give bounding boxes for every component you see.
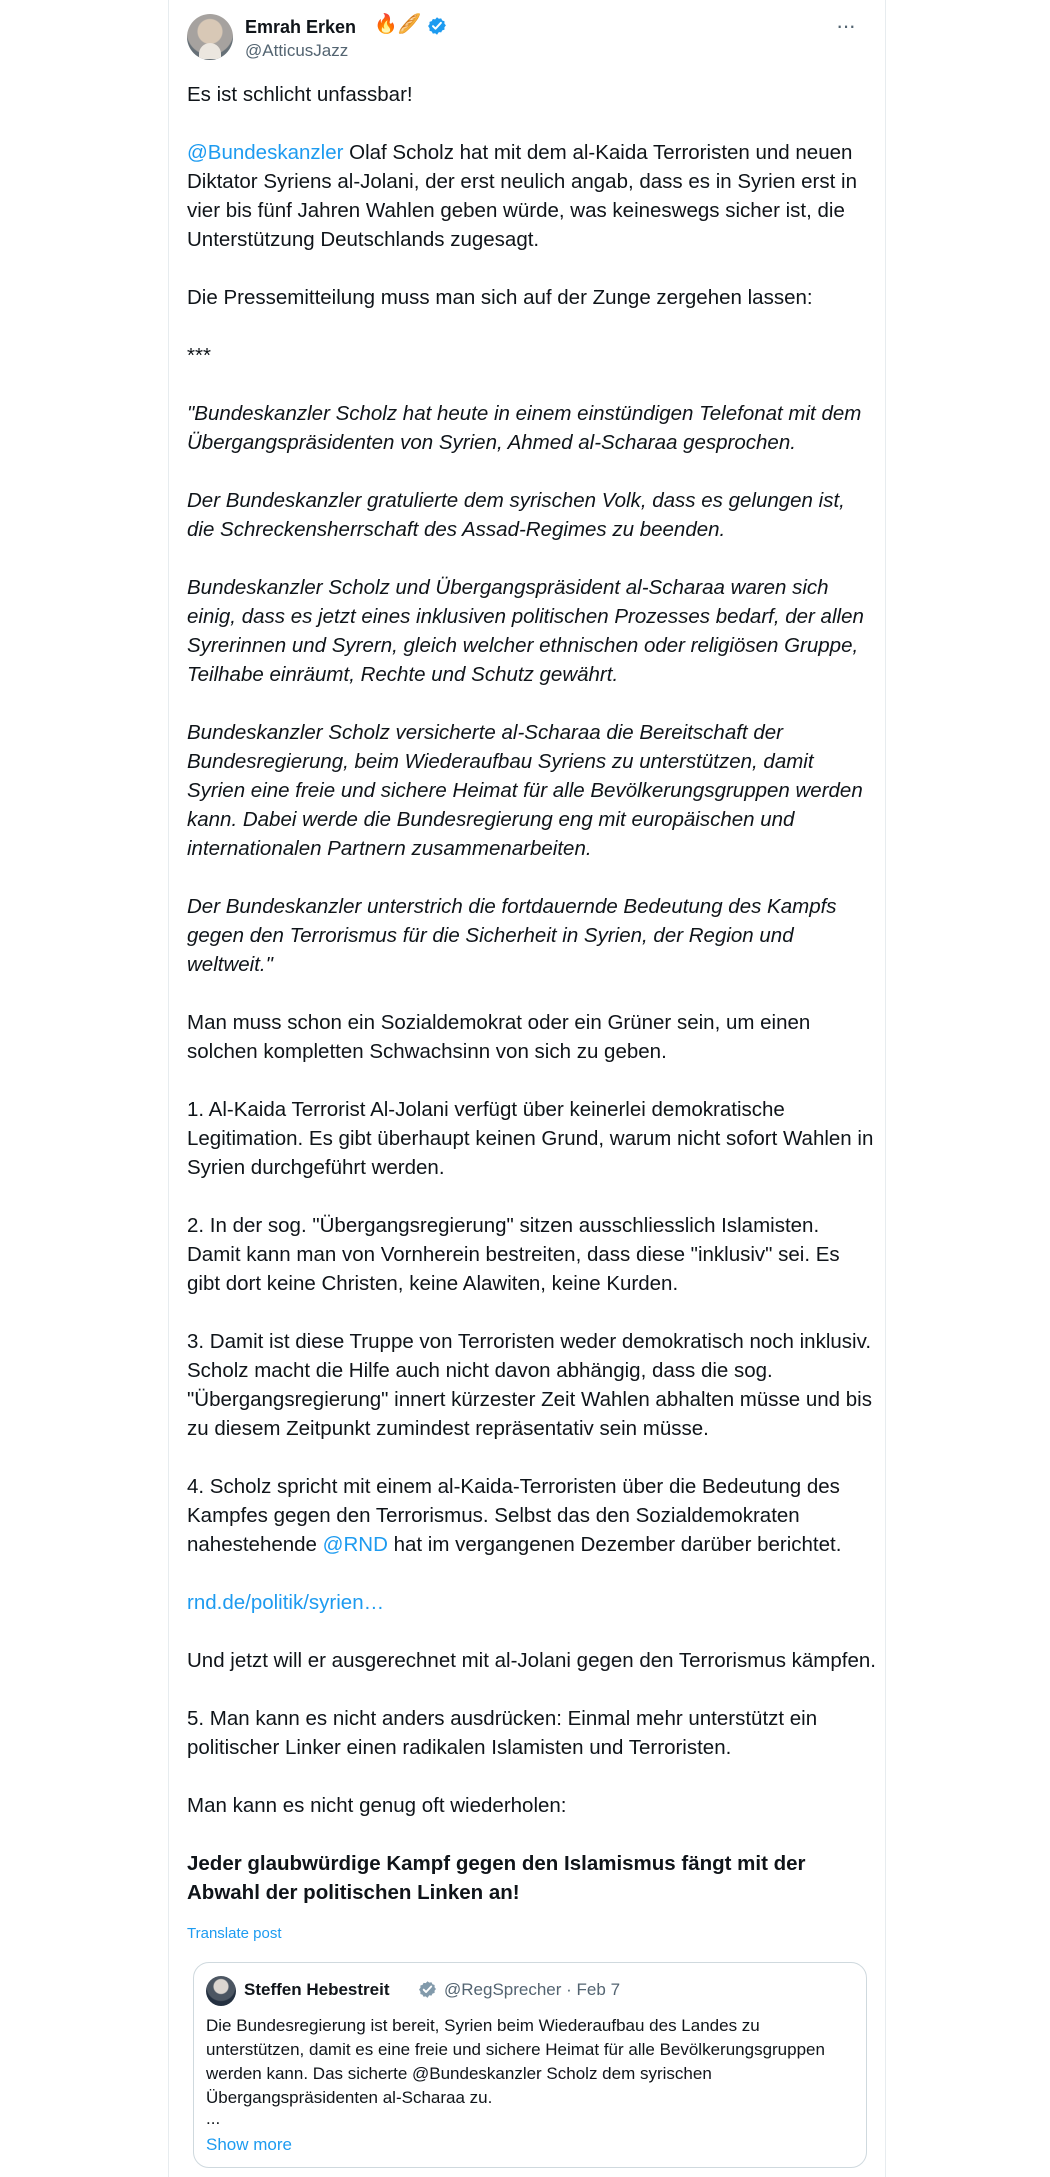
post-paragraph-stars: *** [187,344,211,367]
mention-rnd[interactable]: @RND [322,1533,388,1556]
post-paragraph-jolani: Und jetzt will er ausgerechnet mit al-Jolani gegen den Terrorismus kämpfen. [187,1649,876,1672]
x-post [168,0,886,2177]
translate-post-link[interactable]: Translate post [187,1925,282,1942]
quote-paragraph-3: Bundeskanzler Scholz und Übergangspräsident al-Scharaa waren sich einig, dass es jetzt eines inklusiven politischen Prozesses bedarf, der allen Syrerinnen und Syrern, gleich welcher ethnischen oder religiösen Gruppe, Teilhabe einräumt, Rechte und Schutz gewährt. [187,576,864,686]
quoted-meta [444,1980,620,2000]
author-avatar[interactable] [187,14,233,60]
quoted-verified-badge-icon [418,1980,437,1999]
post-paragraph-social-democrat: Man muss schon ein Sozialdemokrat oder ein Grüner sein, um einen solchen kompletten Schwachsinn von sich zu geben. [187,1011,811,1063]
more-options-icon[interactable]: ··· [836,13,855,38]
post-bold-conclusion: Jeder glaubwürdige Kampf gegen den Islamismus fängt mit der Abwahl der politischen Linken an! [187,1852,806,1904]
point-4-before-mention: 4. Scholz spricht mit einem al-Kaida-Terroristen über die Bedeutung des Kampfes gegen den Terrorismus. Selbst das den Sozialdemokraten nahestehende [187,1475,840,1556]
quoted-post-text: Die Bundesregierung ist bereit, Syrien beim Wiederaufbau des Landes zu unterstützen, damit es eine freie und sichere Heimat für alle Bevölkerungsgruppen werden kann. Das sicherte @Bundeskanzler Scholz dem syrischen Übergangspräsidenten al-Scharaa zu. [206,2016,825,2107]
post-header [187,12,867,62]
quoted-date[interactable]: Feb 7 [576,1980,621,1999]
quoted-author-handle[interactable]: @RegSprecher [444,1980,562,1999]
quote-paragraph-4: Bundeskanzler Scholz versicherte al-Scharaa die Bereitschaft der Bundesregierung, beim Wiederaufbau Syriens zu unterstützen, damit Syrien eine freie und sichere Heimat für alle Bevölkerungsgruppen werden kann. Dabei werde die Bundesregierung eng mit europäischen und internationalen Partnern zusammenarbeiten. [187,721,863,860]
post-paragraph-repeat: Man kann es nicht genug oft wiederholen: [187,1794,567,1817]
quoted-author-avatar[interactable] [206,1976,236,2006]
quoted-ellipsis: ... [206,2109,221,2128]
scholz-text: Olaf Scholz hat mit dem al-Kaida Terroristen und neuen Diktator Syriens al-Jolani, der erst neulich angab, dass es in Syrien erst in vier bis fünf Jahren Wahlen geben würde, was keineswegs sicher ist, die Unterstützung Deutschlands zugesagt. [187,141,857,251]
show-more-link[interactable]: Show more [206,2135,292,2154]
verified-badge-icon[interactable] [427,16,447,36]
author-handle[interactable]: @AtticusJazz [245,41,349,60]
post-point-1: 1. Al-Kaida Terrorist Al-Jolani verfügt über keinerlei demokratische Legitimation. Es gibt überhaupt keinen Grund, warum nicht sofort Wahlen in Syrien durchgeführt werden. [187,1098,874,1179]
post-point-4 [187,1472,877,1559]
rnd-article-link[interactable]: rnd.de/politik/syrien… [187,1591,385,1614]
quote-paragraph-2: Der Bundeskanzler gratulierte dem syrischen Volk, dass es gelungen ist, die Schreckensherrschaft des Assad-Regimes zu beenden. [187,489,845,541]
post-text [187,80,877,1907]
quoted-post-card[interactable] [193,1962,867,2168]
author-name[interactable]: Emrah Erken [245,17,357,37]
quote-paragraph-5: Der Bundeskanzler unterstrich die fortdauernde Bedeutung des Kampfs gegen den Terrorismus für die Sicherheit in Syrien, der Region und weltweit." [187,895,837,976]
quoted-author-name[interactable]: Steffen Hebestreit [244,1980,390,1999]
post-point-5: 5. Man kann es nicht anders ausdrücken: Einmal mehr unterstützt ein politischer Linker einen radikalen Islamisten und Terroristen. [187,1707,818,1759]
quote-paragraph-1: "Bundeskanzler Scholz hat heute in einem einstündigen Telefonat mit dem Übergangspräsidenten von Syrien, Ahmed al-Scharaa gesprochen. [187,402,862,454]
point-4-after-mention: hat im vergangenen Dezember darüber berichtet. [387,1533,842,1556]
mention-bundeskanzler[interactable]: @Bundeskanzler [187,141,344,164]
post-point-3: 3. Damit ist diese Truppe von Terroristen weder demokratisch noch inklusiv. Scholz macht die Hilfe auch nicht davon abhängig, dass die sog. "Übergangsregierung" innert kürzester Zeit Wahlen abhalten müsse und bis zu diesem Zeitpunkt zumindest repräsentativ sein müsse. [187,1330,872,1440]
rnd-link-paragraph [187,1588,877,1617]
author-emoji: 🔥🥖 [374,14,422,35]
post-point-2: 2. In der sog. "Übergangsregierung" sitzen ausschliesslich Islamisten. Damit kann man von Vornherein bestreiten, dass diese "inklusiv" sei. Es gibt dort keine Christen, keine Alawiten, keine Kurden. [187,1214,840,1295]
post-paragraph-intro: Es ist schlicht unfassbar! [187,83,413,106]
post-paragraph-scholz [187,138,877,254]
post-paragraph-press: Die Pressemitteilung muss man sich auf der Zunge zergehen lassen: [187,286,813,309]
quoted-separator: · [561,1980,577,1999]
